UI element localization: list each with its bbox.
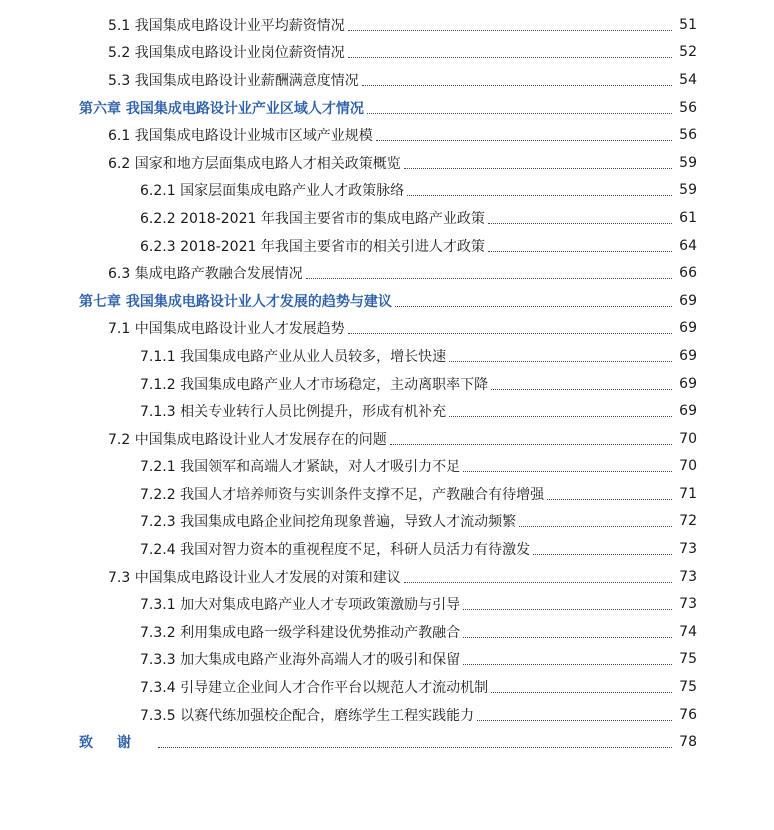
toc-dot-leader: [488, 222, 672, 224]
toc-entry-title: 7.3.3 加大集成电路产业海外高端人才的吸引和保留: [140, 652, 461, 669]
toc-dot-leader: [533, 553, 672, 555]
toc-dot-leader: [362, 84, 672, 86]
toc-entry-title: 6.2.3 2018-2021 年我国主要省市的相关引进人才政策: [140, 238, 485, 255]
toc-entry[interactable]: [140, 453, 697, 481]
toc-dot-leader: [306, 277, 672, 279]
toc-entry-title: 7.2.1 我国领军和高端人才紧缺，对人才吸引力不足: [140, 459, 461, 476]
toc-page-number: 75: [679, 679, 697, 696]
toc-chapter-entry[interactable]: [79, 728, 697, 756]
toc-entry[interactable]: [140, 618, 697, 646]
toc-dot-leader: [376, 139, 672, 141]
toc-entry[interactable]: [140, 535, 697, 563]
toc-dot-leader: [367, 112, 672, 114]
toc-chapter-entry[interactable]: [79, 94, 697, 122]
toc-entry-title: 7.2.4 我国对智力资本的重视程度不足，科研人员活力有待激发: [140, 542, 531, 559]
toc-page-number: 64: [679, 237, 697, 254]
toc-entry[interactable]: [140, 370, 697, 398]
toc-entry-title: 第六章 我国集成电路设计业产业区域人才情况: [79, 100, 364, 117]
toc-entry-title: 6.2.1 国家层面集成电路产业人才政策脉络: [140, 183, 405, 200]
toc-page-number: 69: [679, 292, 697, 309]
toc-page-number: 73: [679, 568, 697, 585]
toc-entry-title: 5.2 我国集成电路设计业岗位薪资情况: [108, 45, 345, 62]
toc-entry[interactable]: [140, 673, 697, 701]
toc-page-number: 73: [679, 596, 697, 613]
toc-dot-leader: [463, 663, 672, 665]
toc-entry-title: 7.3.1 加大对集成电路产业人才专项政策激励与引导: [140, 597, 461, 614]
toc-page-number: 54: [679, 71, 697, 88]
toc-dot-leader: [390, 443, 672, 445]
toc-entry[interactable]: [140, 342, 697, 370]
toc-dot-leader: [547, 498, 672, 500]
toc-entry-title: 7.3.2 利用集成电路一级学科建设优势推动产教融合: [140, 624, 461, 641]
toc-entry-title: 7.3 中国集成电路设计业人才发展的对策和建议: [108, 569, 401, 586]
toc-entry-title: 5.3 我国集成电路设计业薪酬满意度情况: [108, 72, 359, 89]
toc-page-number: 71: [679, 485, 697, 502]
toc-dot-leader: [404, 167, 672, 169]
toc-dot-leader: [463, 636, 672, 638]
toc-page-number: 59: [679, 154, 697, 171]
toc-entry-title: 7.1 中国集成电路设计业人才发展趋势: [108, 321, 345, 338]
toc-dot-leader: [491, 388, 672, 390]
toc-page-number: 76: [679, 706, 697, 723]
toc-entry[interactable]: [108, 149, 697, 177]
toc-dot-leader: [449, 415, 672, 417]
toc-entry[interactable]: [108, 121, 697, 149]
toc-dot-leader: [463, 608, 672, 610]
toc-dot-leader: [404, 581, 672, 583]
toc-page-number: 70: [679, 458, 697, 475]
toc-dot-leader: [395, 305, 672, 307]
toc-page-number: 61: [679, 209, 697, 226]
toc-dot-leader: [348, 56, 672, 58]
toc-entry[interactable]: [140, 204, 697, 232]
toc-page-number: 73: [679, 541, 697, 558]
toc-dot-leader: [463, 470, 672, 472]
toc-entry-title: 7.1.2 我国集成电路产业人才市场稳定，主动离职率下降: [140, 376, 489, 393]
toc-chapter-entry[interactable]: [79, 287, 697, 315]
toc-entry[interactable]: [140, 232, 697, 260]
toc-page-number: 72: [679, 513, 697, 530]
toc-page-number: 74: [679, 623, 697, 640]
toc-page-number: 78: [679, 734, 697, 751]
toc-entry-title: 6.2.2 2018-2021 年我国主要省市的集成电路产业政策: [140, 210, 485, 227]
toc-entry[interactable]: [108, 39, 697, 67]
toc-page-number: 59: [679, 182, 697, 199]
toc-entry[interactable]: [140, 397, 697, 425]
toc-entry[interactable]: [108, 425, 697, 453]
toc-page-number: 56: [679, 99, 697, 116]
toc-entry-title: 致谢: [79, 735, 155, 752]
toc-entry[interactable]: [140, 480, 697, 508]
toc-entry[interactable]: [108, 11, 697, 39]
toc-dot-leader: [477, 719, 672, 721]
toc-entry-title: 第七章 我国集成电路设计业人才发展的趋势与建议: [79, 293, 392, 310]
toc-page-number: 52: [679, 44, 697, 61]
toc-page-number: 51: [679, 16, 697, 33]
toc-dot-leader: [158, 746, 672, 748]
toc-entry-title: 7.1.1 我国集成电路产业从业人员较多，增长快速: [140, 348, 447, 365]
toc-page-number: 69: [679, 403, 697, 420]
toc-page-number: 69: [679, 320, 697, 337]
toc-entry-title: 7.2 中国集成电路设计业人才发展存在的问题: [108, 431, 387, 448]
toc-dot-leader: [449, 360, 672, 362]
toc-page-number: 70: [679, 430, 697, 447]
toc-dot-leader: [407, 194, 672, 196]
toc-entry-title: 7.1.3 相关专业转行人员比例提升，形成有机补充: [140, 404, 447, 421]
toc-dot-leader: [519, 525, 672, 527]
toc-dot-leader: [348, 332, 672, 334]
toc-entry-title: 5.1 我国集成电路设计业平均薪资情况: [108, 17, 345, 34]
toc-entry[interactable]: [108, 259, 697, 287]
toc-entry[interactable]: [140, 701, 697, 729]
toc-page-number: 69: [679, 375, 697, 392]
toc-entry-title: 7.2.2 我国人才培养师资与实训条件支撑不足，产教融合有待增强: [140, 486, 545, 503]
table-of-contents: [0, 11, 774, 756]
toc-entry[interactable]: [140, 177, 697, 205]
toc-entry[interactable]: [140, 646, 697, 674]
toc-entry-title: 6.2 国家和地方层面集成电路人才相关政策概览: [108, 155, 401, 172]
toc-entry[interactable]: [108, 563, 697, 591]
toc-page-number: 75: [679, 651, 697, 668]
toc-dot-leader: [488, 250, 672, 252]
toc-entry[interactable]: [140, 508, 697, 536]
toc-entry-title: 6.3 集成电路产教融合发展情况: [108, 266, 303, 283]
toc-page-number: 56: [679, 127, 697, 144]
toc-entry[interactable]: [108, 315, 697, 343]
toc-entry-title: 7.3.4 引导建立企业间人才合作平台以规范人才流动机制: [140, 680, 489, 697]
toc-entry[interactable]: [140, 590, 697, 618]
toc-page-number: 66: [679, 265, 697, 282]
toc-entry[interactable]: [108, 66, 697, 94]
toc-dot-leader: [491, 691, 672, 693]
toc-entry-title: 7.2.3 我国集成电路企业间挖角现象普遍，导致人才流动频繁: [140, 514, 517, 531]
toc-dot-leader: [348, 29, 672, 31]
toc-entry-title: 7.3.5 以赛代练加强校企配合，磨练学生工程实践能力: [140, 707, 475, 724]
toc-page-number: 69: [679, 347, 697, 364]
toc-entry-title: 6.1 我国集成电路设计业城市区域产业规模: [108, 128, 373, 145]
